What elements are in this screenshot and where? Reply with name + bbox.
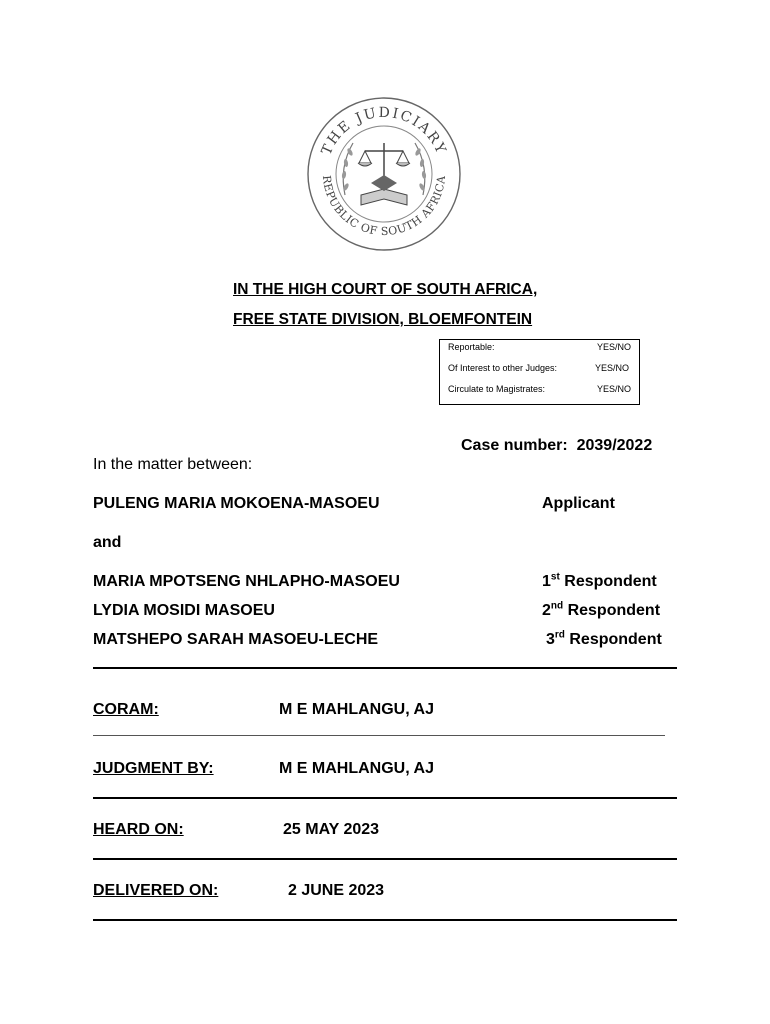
reportable-row bbox=[448, 342, 631, 354]
divider bbox=[93, 735, 665, 736]
seal-bottom-text: REPUBLIC OF SOUTH AFRICA bbox=[319, 174, 449, 239]
judiciary-seal bbox=[305, 95, 463, 253]
seal-top-text: THE JUDICIARY bbox=[318, 104, 450, 158]
interest-row bbox=[448, 363, 631, 375]
applicant-name: PULENG MARIA MOKOENA-MASOEU bbox=[93, 495, 380, 512]
case-number-value: 2039/2022 bbox=[576, 437, 653, 454]
respondent-2-role: 2nd Respondent bbox=[542, 600, 661, 619]
court-title-line1: IN THE HIGH COURT OF SOUTH AFRICA, bbox=[233, 281, 538, 298]
divider bbox=[93, 858, 677, 860]
reportable-value: YES/NO bbox=[596, 342, 631, 352]
delivered-value: 2 JUNE 2023 bbox=[288, 882, 385, 899]
interest-value: YES/NO bbox=[594, 363, 629, 373]
court-title-line2: FREE STATE DIVISION, BLOEMFONTEIN bbox=[233, 311, 533, 328]
divider bbox=[93, 667, 677, 669]
respondent-3-role: 3rd Respondent bbox=[546, 629, 662, 648]
delivered-label: DELIVERED ON: bbox=[93, 882, 219, 899]
interest-label: Of Interest to other Judges: bbox=[448, 363, 558, 373]
judgment-label: JUDGMENT BY: bbox=[93, 760, 214, 777]
circulate-label: Circulate to Magistrates: bbox=[448, 384, 546, 394]
circulate-value: YES/NO bbox=[596, 384, 631, 394]
respondent-2-name: LYDIA MOSIDI MASOEU bbox=[93, 602, 275, 619]
heard-value: 25 MAY 2023 bbox=[283, 821, 380, 838]
case-number-line bbox=[461, 437, 652, 455]
and-text: and bbox=[93, 534, 122, 551]
respondent-1-role: 1st Respondent bbox=[542, 571, 657, 590]
coram-value: M E MAHLANGU, AJ bbox=[279, 701, 434, 718]
reportable-label: Reportable: bbox=[448, 342, 495, 352]
heard-label: HEARD ON: bbox=[93, 821, 184, 838]
reportable-box bbox=[439, 339, 640, 405]
judgment-value: M E MAHLANGU, AJ bbox=[279, 760, 434, 777]
circulate-row bbox=[448, 384, 631, 396]
applicant-role: Applicant bbox=[542, 495, 615, 512]
respondent-3-name: MATSHEPO SARAH MASOEU-LECHE bbox=[93, 631, 379, 648]
case-number-label: Case number: bbox=[461, 437, 568, 454]
matter-intro: In the matter between: bbox=[93, 456, 253, 473]
divider bbox=[93, 797, 677, 799]
respondent-1-name: MARIA MPOTSENG NHLAPHO-MASOEU bbox=[93, 573, 400, 590]
divider bbox=[93, 919, 677, 921]
judiciary-seal-icon bbox=[305, 95, 463, 253]
coram-label: CORAM: bbox=[93, 701, 159, 718]
